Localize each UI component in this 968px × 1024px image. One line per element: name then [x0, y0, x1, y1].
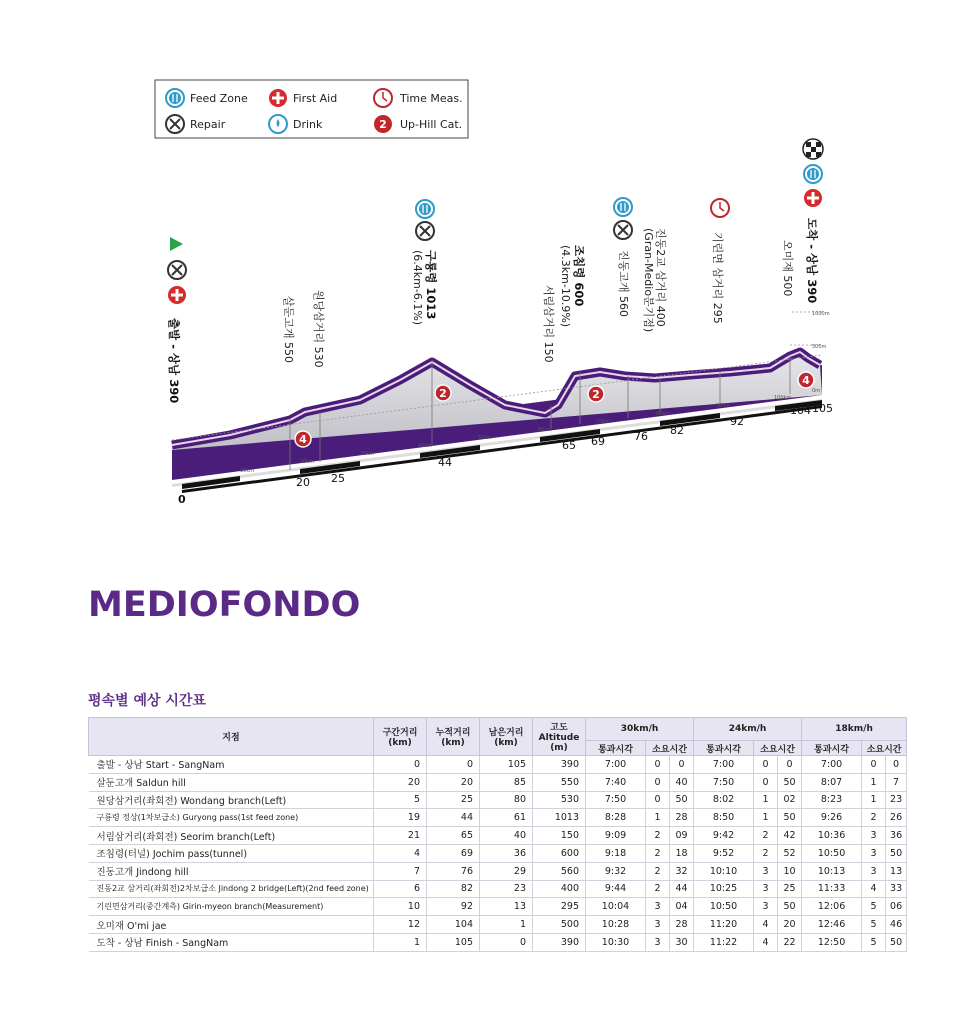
cell-h30: 2: [646, 880, 670, 898]
cell-cum: 82: [427, 880, 480, 898]
cell-alt: 390: [533, 756, 586, 774]
cell-m18: 50: [886, 844, 907, 862]
km-44: 44: [438, 456, 452, 469]
table-row: [89, 773, 907, 791]
cell-alt: 550: [533, 773, 586, 791]
table-subtitle: 평속별 예상 시간표: [88, 693, 206, 709]
cell-m30: 44: [670, 880, 694, 898]
page-title: MEDIOFONDO: [88, 585, 361, 625]
cell-m24: 50: [778, 898, 802, 916]
cell-h18: 5: [862, 916, 886, 934]
cell-rem: 36: [480, 844, 533, 862]
cell-alt: 500: [533, 916, 586, 934]
cell-m24: 50: [778, 773, 802, 791]
cell-rem: 80: [480, 791, 533, 809]
cell-rem: 61: [480, 809, 533, 827]
cell-sec: 7: [374, 862, 427, 880]
cell-h30: 0: [646, 791, 670, 809]
cell-h18: 1: [862, 791, 886, 809]
legend-time-meas: Time Meas.: [400, 92, 463, 105]
cell-m18: 46: [886, 916, 907, 934]
table-row: [89, 916, 907, 934]
cell-sec: 21: [374, 827, 427, 845]
cell-cum: 92: [427, 898, 480, 916]
cell-cum: 0: [427, 756, 480, 774]
repair-icon: [166, 115, 184, 133]
cell-cum: 104: [427, 916, 480, 934]
cell-h30: 0: [646, 756, 670, 774]
cell-m30: 50: [670, 791, 694, 809]
cell-h24: 4: [754, 933, 778, 951]
cell-t24: 11:20: [694, 916, 754, 934]
cell-point: 도착 - 상남 Finish - SangNam: [89, 933, 374, 951]
cell-t24: 7:50: [694, 773, 754, 791]
cell-t24: 9:52: [694, 844, 754, 862]
table-row: [89, 933, 907, 951]
cell-h24: 2: [754, 844, 778, 862]
first-aid-icon: [269, 89, 287, 107]
tick-100km: 100km: [774, 395, 792, 401]
tick-90km: 90km: [716, 403, 731, 409]
cell-t18: 10:36: [802, 827, 862, 845]
repair-icon: [614, 221, 632, 239]
cell-h18: 3: [862, 844, 886, 862]
finish-label: 도착 - 상남 390: [805, 218, 819, 304]
col-speed30: 30km/h: [586, 718, 694, 741]
cell-point: 출발 - 상남 Start - SangNam: [89, 756, 374, 774]
cell-sec: 6: [374, 880, 427, 898]
cell-sec: 10: [374, 898, 427, 916]
wp-girin: 기린면 삼거리 295: [711, 232, 724, 324]
cell-m18: 50: [886, 933, 907, 951]
time-table: [88, 717, 907, 952]
col-altitude: 고도 Altitude (m): [533, 718, 586, 756]
cell-m24: 0: [778, 756, 802, 774]
legend-drink: Drink: [293, 118, 323, 131]
tick-50km: 50km: [478, 435, 493, 441]
cell-t18: 11:33: [802, 880, 862, 898]
cell-h24: 3: [754, 880, 778, 898]
tick-80km: 80km: [656, 411, 671, 417]
legend-uphill-cat: Up-Hill Cat.: [400, 118, 463, 131]
checkered-flag-icon: [803, 139, 823, 159]
cell-t30: 9:09: [586, 827, 646, 845]
cell-t18: 12:06: [802, 898, 862, 916]
cell-t18: 9:26: [802, 809, 862, 827]
cell-point: 진동고개 Jindong hill: [89, 862, 374, 880]
cell-alt: 530: [533, 791, 586, 809]
wp-wondang: 원당삼거리 530: [312, 290, 325, 368]
cell-sec: 20: [374, 773, 427, 791]
cell-sec: 0: [374, 756, 427, 774]
alt-0m: 0m: [812, 388, 821, 394]
start-flag-icon: [170, 237, 183, 251]
cell-m24: 20: [778, 916, 802, 934]
cell-h30: 3: [646, 933, 670, 951]
svg-text:2: 2: [592, 388, 600, 401]
cell-h30: 1: [646, 809, 670, 827]
cell-h18: 1: [862, 773, 886, 791]
repair-icon: [168, 261, 186, 279]
feed-zone-icon: [416, 200, 434, 218]
col-remaining: 남은거리 (km): [480, 718, 533, 756]
col-pass-time: 통과시각: [694, 741, 754, 756]
cell-m18: 13: [886, 862, 907, 880]
cell-m30: 28: [670, 809, 694, 827]
cell-m24: 42: [778, 827, 802, 845]
repair-icon: [416, 222, 434, 240]
table-row: [89, 844, 907, 862]
wp-jindong: 진동고개 560: [617, 250, 630, 317]
cell-point: 서림삼거리(좌회전) Seorim branch(Left): [89, 827, 374, 845]
col-section: 구간거리 (km): [374, 718, 427, 756]
cell-m30: 09: [670, 827, 694, 845]
tick-70km: 70km: [596, 419, 611, 425]
cell-t18: 8:23: [802, 791, 862, 809]
cell-m24: 22: [778, 933, 802, 951]
cell-t30: 8:28: [586, 809, 646, 827]
table-row: [89, 862, 907, 880]
cell-cum: 20: [427, 773, 480, 791]
legend-repair: Repair: [190, 118, 226, 131]
cell-t30: 9:44: [586, 880, 646, 898]
cell-m24: 50: [778, 809, 802, 827]
wp-jindong2: 진동2교 삼거리 400: [654, 228, 667, 327]
cell-h24: 3: [754, 862, 778, 880]
cell-t18: 12:50: [802, 933, 862, 951]
cell-point: 구룡령 정상(1차보급소) Guryong pass(1st feed zone): [89, 809, 374, 827]
legend-first-aid: First Aid: [293, 92, 338, 105]
table-row: [89, 880, 907, 898]
cell-m30: 40: [670, 773, 694, 791]
km-104: 104: [790, 404, 811, 417]
svg-text:4: 4: [802, 374, 810, 387]
cell-t30: 9:32: [586, 862, 646, 880]
col-cumulative: 누적거리 (km): [427, 718, 480, 756]
cell-sec: 12: [374, 916, 427, 934]
km-105: 105: [812, 402, 833, 415]
cell-rem: 40: [480, 827, 533, 845]
km-65: 65: [562, 439, 576, 452]
cell-m30: 32: [670, 862, 694, 880]
col-speed18: 18km/h: [802, 718, 907, 741]
cell-alt: 1013: [533, 809, 586, 827]
cell-rem: 13: [480, 898, 533, 916]
cell-alt: 600: [533, 844, 586, 862]
cell-t30: 7:40: [586, 773, 646, 791]
cell-h30: 3: [646, 916, 670, 934]
cell-alt: 150: [533, 827, 586, 845]
cell-point: 살둔고개 Saldun hill: [89, 773, 374, 791]
cell-t24: 7:00: [694, 756, 754, 774]
first-aid-icon: [168, 286, 186, 304]
km-69: 69: [591, 435, 605, 448]
cell-cum: 25: [427, 791, 480, 809]
km-82: 82: [670, 424, 684, 437]
table-row: [89, 827, 907, 845]
cell-h30: 2: [646, 862, 670, 880]
wp-jochim-grade: (4.3km-10.9%): [559, 245, 572, 328]
table-row: [89, 791, 907, 809]
cell-m18: 33: [886, 880, 907, 898]
cell-h24: 3: [754, 898, 778, 916]
cell-m18: 23: [886, 791, 907, 809]
cell-cum: 69: [427, 844, 480, 862]
svg-text:4: 4: [299, 433, 307, 446]
wp-jindong2-note: (Gran-Medio분기점): [642, 228, 655, 333]
wp-omi: 오미재 500: [781, 240, 794, 297]
km-0: 0: [178, 493, 186, 506]
cell-sec: 4: [374, 844, 427, 862]
cell-m18: 0: [886, 756, 907, 774]
cell-t18: 12:46: [802, 916, 862, 934]
time-meas-icon: [711, 199, 729, 217]
cell-t24: 8:02: [694, 791, 754, 809]
cell-h18: 4: [862, 880, 886, 898]
svg-text:2: 2: [439, 387, 447, 400]
cell-cum: 65: [427, 827, 480, 845]
cell-t30: 7:00: [586, 756, 646, 774]
time-meas-icon: [374, 89, 392, 107]
cell-m30: 30: [670, 933, 694, 951]
cell-m24: 25: [778, 880, 802, 898]
cell-t18: 10:50: [802, 844, 862, 862]
cell-m18: 7: [886, 773, 907, 791]
climb-cat-marker: [435, 385, 451, 401]
feed-zone-icon: [166, 89, 184, 107]
cell-t24: 10:10: [694, 862, 754, 880]
tick-60km: 60km: [538, 427, 553, 433]
legend: [155, 80, 468, 138]
km-25: 25: [331, 472, 345, 485]
cell-m24: 52: [778, 844, 802, 862]
cell-m30: 0: [670, 756, 694, 774]
cell-t18: 8:07: [802, 773, 862, 791]
cell-t30: 10:30: [586, 933, 646, 951]
cell-h24: 2: [754, 827, 778, 845]
km-76: 76: [634, 430, 648, 443]
cell-h24: 0: [754, 756, 778, 774]
cell-rem: 1: [480, 916, 533, 934]
cell-alt: 560: [533, 862, 586, 880]
cell-rem: 23: [480, 880, 533, 898]
cell-h18: 5: [862, 933, 886, 951]
wp-guryong: 구룡령 1013: [424, 250, 438, 320]
cell-h30: 3: [646, 898, 670, 916]
climb-cat-marker: [295, 431, 311, 447]
cell-h30: 2: [646, 844, 670, 862]
col-point: 지점: [89, 718, 374, 756]
cell-alt: 400: [533, 880, 586, 898]
col-elapsed: 소요시간: [646, 741, 694, 756]
climb-cat-marker: [588, 386, 604, 402]
tick-10km: 10km: [240, 468, 255, 474]
wp-jochim: 조침령 600: [572, 245, 586, 307]
cell-t30: 9:18: [586, 844, 646, 862]
cell-t30: 10:28: [586, 916, 646, 934]
col-elapsed: 소요시간: [754, 741, 802, 756]
cell-t24: 9:42: [694, 827, 754, 845]
km-92: 92: [730, 415, 744, 428]
legend-feed-zone: Feed Zone: [190, 92, 248, 105]
feed-zone-icon: [614, 198, 632, 216]
climb-cat-marker: [798, 372, 814, 388]
table-row: [89, 809, 907, 827]
legend-cat-number: 2: [379, 118, 387, 131]
tick-20km: 20km: [300, 459, 315, 465]
cell-h18: 0: [862, 756, 886, 774]
feed-zone-icon: [804, 165, 822, 183]
cell-m18: 36: [886, 827, 907, 845]
cell-m18: 26: [886, 809, 907, 827]
cell-m30: 18: [670, 844, 694, 862]
cell-point: 진동2교 삼거리(좌회전)2차보급소 Jindong 2 bridge(Left)(2nd feed zone): [89, 880, 374, 898]
cell-point: 기린면삼거리(중간계측) Girin-myeon branch(Measurement): [89, 898, 374, 916]
cell-sec: 5: [374, 791, 427, 809]
drink-icon: [269, 115, 287, 133]
cell-m24: 10: [778, 862, 802, 880]
cell-h24: 0: [754, 773, 778, 791]
cell-t30: 7:50: [586, 791, 646, 809]
cell-cum: 76: [427, 862, 480, 880]
cell-point: 조침령(터널) Jochim pass(tunnel): [89, 844, 374, 862]
cell-t24: 10:25: [694, 880, 754, 898]
cell-sec: 1: [374, 933, 427, 951]
cell-sec: 19: [374, 809, 427, 827]
cell-cum: 105: [427, 933, 480, 951]
wp-guryong-grade: (6.4km-6.1%): [411, 250, 424, 326]
cell-rem: 0: [480, 933, 533, 951]
tick-30km: 30km: [360, 451, 375, 457]
wp-seorim: 서림삼거리 150: [542, 285, 555, 363]
col-pass-time: 통과시각: [586, 741, 646, 756]
km-20: 20: [296, 476, 310, 489]
cell-point: 오미재 O'mi jae: [89, 916, 374, 934]
cell-h30: 2: [646, 827, 670, 845]
cell-rem: 85: [480, 773, 533, 791]
cell-cum: 44: [427, 809, 480, 827]
cell-alt: 295: [533, 898, 586, 916]
cell-t30: 10:04: [586, 898, 646, 916]
cell-h24: 1: [754, 791, 778, 809]
cell-m18: 06: [886, 898, 907, 916]
alt-1000m: 1000m: [812, 311, 830, 317]
cell-rem: 29: [480, 862, 533, 880]
cell-t24: 11:22: [694, 933, 754, 951]
cell-m30: 04: [670, 898, 694, 916]
first-aid-icon: [804, 189, 822, 207]
cell-m24: 02: [778, 791, 802, 809]
uphill-cat-icon: [374, 115, 392, 133]
cell-t24: 10:50: [694, 898, 754, 916]
cell-h18: 3: [862, 862, 886, 880]
cell-h24: 1: [754, 809, 778, 827]
cell-t18: 7:00: [802, 756, 862, 774]
cell-t18: 10:13: [802, 862, 862, 880]
wp-saldun: 살둔고개 550: [282, 296, 295, 363]
table-row: [89, 756, 907, 774]
tick-40km: 40km: [418, 443, 433, 449]
start-label: 출발 - 상남 390: [167, 318, 181, 404]
col-speed24: 24km/h: [694, 718, 802, 741]
cell-point: 원당삼거리(좌회전) Wondang branch(Left): [89, 791, 374, 809]
cell-alt: 390: [533, 933, 586, 951]
cell-t24: 8:50: [694, 809, 754, 827]
cell-h18: 2: [862, 809, 886, 827]
cell-h18: 3: [862, 827, 886, 845]
col-pass-time: 통과시각: [802, 741, 862, 756]
cell-m30: 28: [670, 916, 694, 934]
alt-500m: 500m: [812, 344, 827, 350]
cell-h18: 5: [862, 898, 886, 916]
cell-rem: 105: [480, 756, 533, 774]
table-row: [89, 898, 907, 916]
cell-h24: 4: [754, 916, 778, 934]
col-elapsed: 소요시간: [862, 741, 907, 756]
cell-h30: 0: [646, 773, 670, 791]
